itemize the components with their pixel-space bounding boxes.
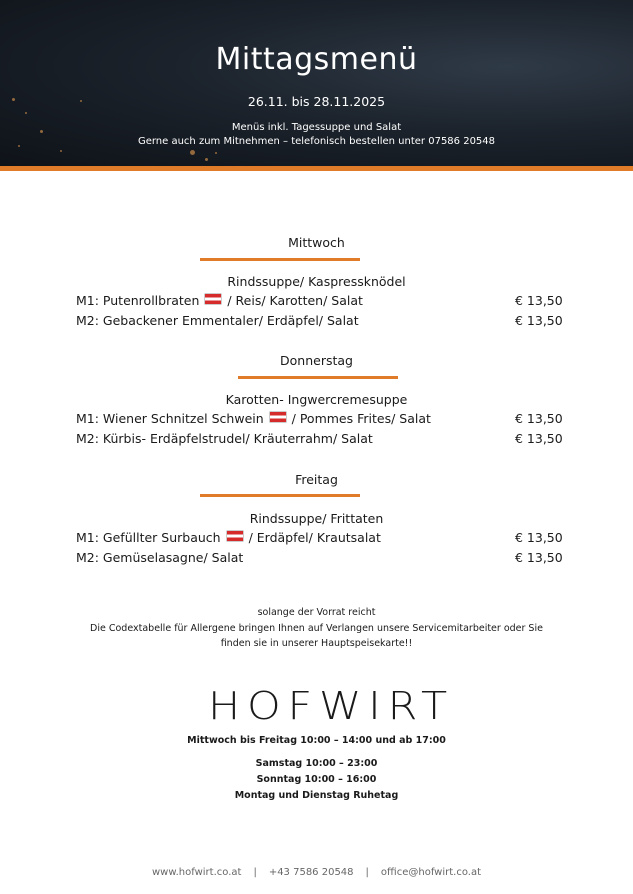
day-heading-freitag: Freitag <box>295 472 338 487</box>
soup-of-day: Rindssuppe/ Frittaten <box>249 511 384 526</box>
closed-days: Montag und Dienstag Ruhetag <box>234 790 399 801</box>
menu-item-m2: M2: Kürbis- Erdäpfelstrudel/ Kräuterrahm/ Salat <box>76 431 373 446</box>
footer-separator: | <box>253 867 257 878</box>
header-info-line: Gerne auch zum Mitnehmen – telefonisch bestellen unter 07586 20548 <box>137 136 496 147</box>
allergen-note: finden sie in unserer Hauptspeisekarte!! <box>220 638 413 649</box>
menu-item-text: / Reis/ Karotten/ Salat <box>227 293 363 308</box>
opening-hours-sunday: Sonntag 10:00 – 16:00 <box>256 774 377 785</box>
header-divider <box>0 166 633 171</box>
opening-hours-weekdays: Mittwoch bis Freitag 10:00 – 14:00 und ab 17:00 <box>187 735 446 746</box>
logo-text: HOFWIRT <box>208 684 454 725</box>
menu-item-text: / Erdäpfel/ Krautsalat <box>248 530 381 545</box>
decorative-speck <box>205 158 208 161</box>
menu-item-price: € 13,50 <box>515 530 563 545</box>
hofwirt-logo <box>205 683 457 725</box>
phone-link[interactable]: +43 7586 20548 <box>268 867 354 878</box>
menu-item-price: € 13,50 <box>515 550 563 565</box>
menu-item-m1 <box>76 411 431 426</box>
date-range: 26.11. bis 28.11.2025 <box>247 94 386 109</box>
menu-item-m1 <box>76 530 381 545</box>
decorative-speck <box>60 150 62 152</box>
menu-item-m2: M2: Gebackener Emmentaler/ Erdäpfel/ Salat <box>76 313 359 328</box>
opening-hours-saturday: Samstag 10:00 – 23:00 <box>255 758 378 769</box>
austria-flag-icon <box>205 294 221 304</box>
austria-flag-icon <box>227 531 243 541</box>
day-underline <box>200 258 360 261</box>
menu-item-price: € 13,50 <box>515 313 563 328</box>
menu-item-text: M1: Wiener Schnitzel Schwein <box>76 411 264 426</box>
menu-item-text: M1: Gefüllter Surbauch <box>76 530 221 545</box>
menu-item-text: / Pommes Frites/ Salat <box>291 411 431 426</box>
stock-note: solange der Vorrat reicht <box>257 607 376 618</box>
allergen-note: Die Codextabelle für Allergene bringen Ihnen auf Verlangen unsere Servicemitarbeiter oder Sie <box>90 623 543 634</box>
day-underline <box>200 494 360 497</box>
day-heading-donnerstag: Donnerstag <box>280 353 353 368</box>
decorative-speck <box>190 150 195 155</box>
footer-separator: | <box>365 867 369 878</box>
menu-item-price: € 13,50 <box>515 431 563 446</box>
menu-item-text: M1: Putenrollbraten <box>76 293 200 308</box>
austria-flag-icon <box>270 412 286 422</box>
menu-item-m2: M2: Gemüselasagne/ Salat <box>76 550 244 565</box>
menu-item-price: € 13,50 <box>515 293 563 308</box>
soup-of-day: Rindssuppe/ Kaspressknödel <box>227 274 406 289</box>
page-title: Mittagsmenü <box>215 42 418 77</box>
soup-of-day: Karotten- Ingwercremesuppe <box>225 392 408 407</box>
menu-item-m1 <box>76 293 363 308</box>
menu-item-price: € 13,50 <box>515 411 563 426</box>
footer-contact <box>0 867 633 878</box>
header-info-line: Menüs inkl. Tagessuppe und Salat <box>231 122 402 133</box>
day-heading-mittwoch: Mittwoch <box>288 235 345 250</box>
decorative-speck <box>25 112 27 114</box>
day-underline <box>238 376 398 379</box>
decorative-speck <box>215 152 217 154</box>
website-link[interactable]: www.hofwirt.co.at <box>152 867 242 878</box>
email-link[interactable]: office@hofwirt.co.at <box>380 867 481 878</box>
